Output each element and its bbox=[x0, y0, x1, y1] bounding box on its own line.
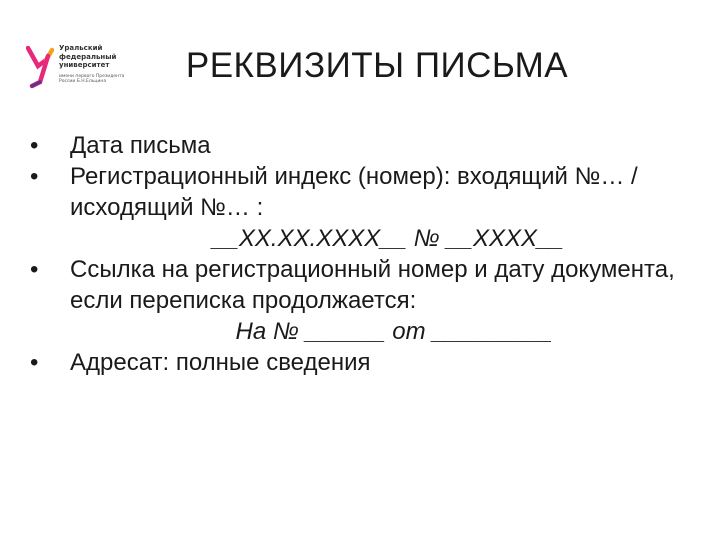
bullet-marker: • bbox=[30, 349, 39, 376]
list-item-text: Ссылка на регистрационный номер и дату документа, если переписка продолжается: bbox=[70, 256, 675, 314]
list-item bbox=[28, 347, 700, 378]
slide-title: РЕКВИЗИТЫ ПИСЬМА bbox=[185, 46, 569, 85]
list-item bbox=[28, 130, 700, 161]
bullet-marker: • bbox=[30, 256, 39, 283]
list-item-text: Регистрационный индекс (номер): входящий №… / исходящий №… : bbox=[70, 163, 638, 221]
university-logo bbox=[26, 44, 126, 96]
list-item bbox=[28, 161, 700, 223]
urfu-logo-icon bbox=[26, 46, 54, 90]
bullet-marker: • bbox=[30, 132, 39, 159]
reference-example: На № ______ от _________ bbox=[235, 318, 553, 345]
bullet-list bbox=[28, 130, 700, 378]
bullet-marker: • bbox=[30, 163, 39, 190]
list-item bbox=[28, 254, 700, 316]
list-item-text: Дата письма bbox=[70, 132, 211, 159]
logo-name: Уральский федеральный университет bbox=[59, 44, 117, 69]
index-example: __XX.XX.XXXX__ № __XXXX__ bbox=[212, 225, 564, 252]
logo-subtitle: имени первого Президента России Б.Н.Ельцина bbox=[59, 73, 125, 84]
list-item-text: Адресат: полные сведения bbox=[70, 349, 371, 376]
